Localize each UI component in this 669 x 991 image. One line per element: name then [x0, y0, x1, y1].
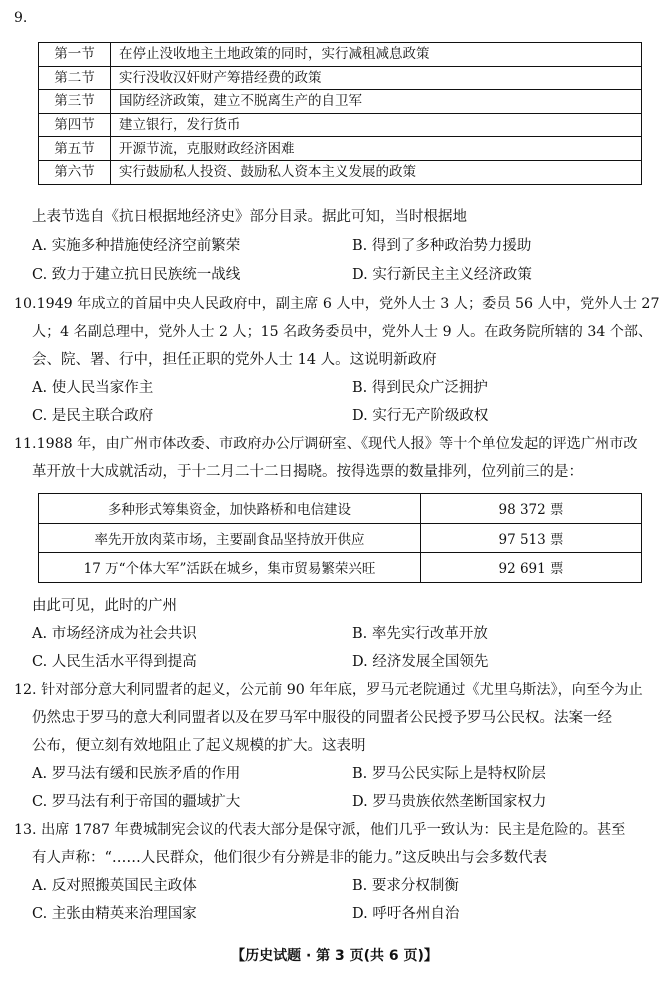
question-9-option-a[interactable]: A. 实施多种措施使经济空前繁荣	[32, 238, 241, 254]
section-cell: 第二节	[39, 66, 111, 90]
question-12-stem-line-1: 12. 针对部分意大利同盟者的起义，公元前 90 年年底，罗马元老院通过《尤里乌斯法》，向至今为止	[14, 682, 643, 698]
section-cell: 第四节	[39, 113, 111, 137]
question-11-stem-line-1: 11.1988 年，由广州市体改委、市政府办公厅调研室、《现代人报》等十个单位发起的评选广州市改	[14, 436, 638, 452]
question-13-option-c[interactable]: C. 主张由精英来治理国家	[32, 906, 197, 922]
question-11-stem-line-2: 革开放十大成就活动，于十二月二十二日揭晓。按得选票的数量排列，位列前三的是：	[32, 464, 583, 480]
question-11-option-b[interactable]: B. 率先实行改革开放	[352, 626, 488, 642]
question-9-option-b[interactable]: B. 得到了多种政治势力援助	[352, 238, 532, 254]
table-row	[39, 113, 642, 137]
question-13-stem-line-2: 有人声称：“……人民群众，他们很少有分辨是非的能力。”这反映出与会多数代表	[32, 850, 548, 866]
question-10-stem-line-2: 人；4 名副总理中，党外人士 2 人；15 名政务委员中，党外人士 9 人。在政务院所辖的 34 个部、	[32, 324, 653, 340]
votes-cell: 97 513 票	[421, 523, 642, 553]
question-13-option-d[interactable]: D. 呼吁各州自治	[352, 906, 460, 922]
question-13-stem-line-1: 13. 出席 1787 年费城制宪会议的代表大部分是保守派，他们几乎一致认为：民主是危险的。甚至	[14, 822, 626, 838]
achievement-cell: 率先开放肉菜市场，主要副食品坚持放开供应	[39, 523, 421, 553]
question-11-option-d[interactable]: D. 经济发展全国领先	[352, 654, 489, 670]
section-cell: 第三节	[39, 90, 111, 114]
question-11-stem: 由此可见，此时的广州	[32, 598, 177, 614]
section-cell: 第一节	[39, 43, 111, 67]
question-10-option-c[interactable]: C. 是民主联合政府	[32, 408, 154, 424]
question-12-option-d[interactable]: D. 罗马贵族依然垄断国家权力	[352, 794, 547, 810]
question-11-option-c[interactable]: C. 人民生活水平得到提高	[32, 654, 197, 670]
question-11-option-a[interactable]: A. 市场经济成为社会共识	[32, 626, 197, 642]
question-9-option-c[interactable]: C. 致力于建立抗日民族统一战线	[32, 267, 241, 283]
content-cell: 实行鼓励私人投资、鼓励私人资本主义发展的政策	[111, 160, 642, 184]
question-10-stem-line-3: 会、院、署、行中，担任正职的党外人士 14 人。这说明新政府	[32, 352, 437, 368]
question-12-stem-line-2: 仍然忠于罗马的意大利同盟者以及在罗马军中服役的同盟者公民授予罗马公民权。法案一经	[32, 710, 612, 726]
content-cell: 建立银行，发行货币	[111, 113, 642, 137]
page-footer: 【历史试题 · 第 3 页(共 6 页)】	[231, 948, 438, 964]
section-cell: 第五节	[39, 137, 111, 161]
question-12-option-c[interactable]: C. 罗马法有利于帝国的疆域扩大	[32, 794, 241, 810]
votes-cell: 92 691 票	[421, 553, 642, 583]
table-row	[39, 43, 642, 67]
question-12-option-b[interactable]: B. 罗马公民实际上是特权阶层	[352, 766, 546, 782]
content-cell: 在停止没收地主土地政策的同时，实行减租减息政策	[111, 43, 642, 67]
section-cell: 第六节	[39, 160, 111, 184]
question-10-option-d[interactable]: D. 实行无产阶级政权	[352, 408, 489, 424]
achievement-cell: 17 万“个体大军”活跃在城乡，集市贸易繁荣兴旺	[39, 553, 421, 583]
table-row	[39, 90, 642, 114]
table-row	[39, 553, 642, 583]
table-row	[39, 160, 642, 184]
table-row	[39, 137, 642, 161]
question-10-option-b[interactable]: B. 得到民众广泛拥护	[352, 380, 488, 396]
content-cell: 实行没收汉奸财产筹措经费的政策	[111, 66, 642, 90]
votes-cell: 98 372 票	[421, 494, 642, 524]
question-10-stem-line-1: 10.1949 年成立的首届中央人民政府中，副主席 6 人中，党外人士 3 人；委员 56 人中，党外人士 27	[14, 296, 660, 312]
achievement-cell: 多种形式筹集资金，加快路桥和电信建设	[39, 494, 421, 524]
content-cell: 开源节流，克服财政经济困难	[111, 137, 642, 161]
table-row	[39, 523, 642, 553]
table-row	[39, 66, 642, 90]
question-9-number: 9.	[14, 10, 28, 26]
question-13-option-b[interactable]: B. 要求分权制衡	[352, 878, 459, 894]
content-cell: 国防经济政策，建立不脱离生产的自卫军	[111, 90, 642, 114]
question-13-option-a[interactable]: A. 反对照搬英国民主政体	[32, 878, 197, 894]
question-12-option-a[interactable]: A. 罗马法有缓和民族矛盾的作用	[32, 766, 241, 782]
question-12-stem-line-3: 公布，便立刻有效地阻止了起义规模的扩大。这表明	[32, 738, 366, 754]
table-row	[39, 494, 642, 524]
question-9-stem: 上表节选自《抗日根据地经济史》部分目录。据此可知，当时根据地	[32, 209, 467, 225]
question-10-option-a[interactable]: A. 使人民当家作主	[32, 380, 154, 396]
question-11-table	[38, 493, 642, 583]
question-9-table	[38, 42, 642, 185]
question-9-option-d[interactable]: D. 实行新民主主义经济政策	[352, 267, 532, 283]
